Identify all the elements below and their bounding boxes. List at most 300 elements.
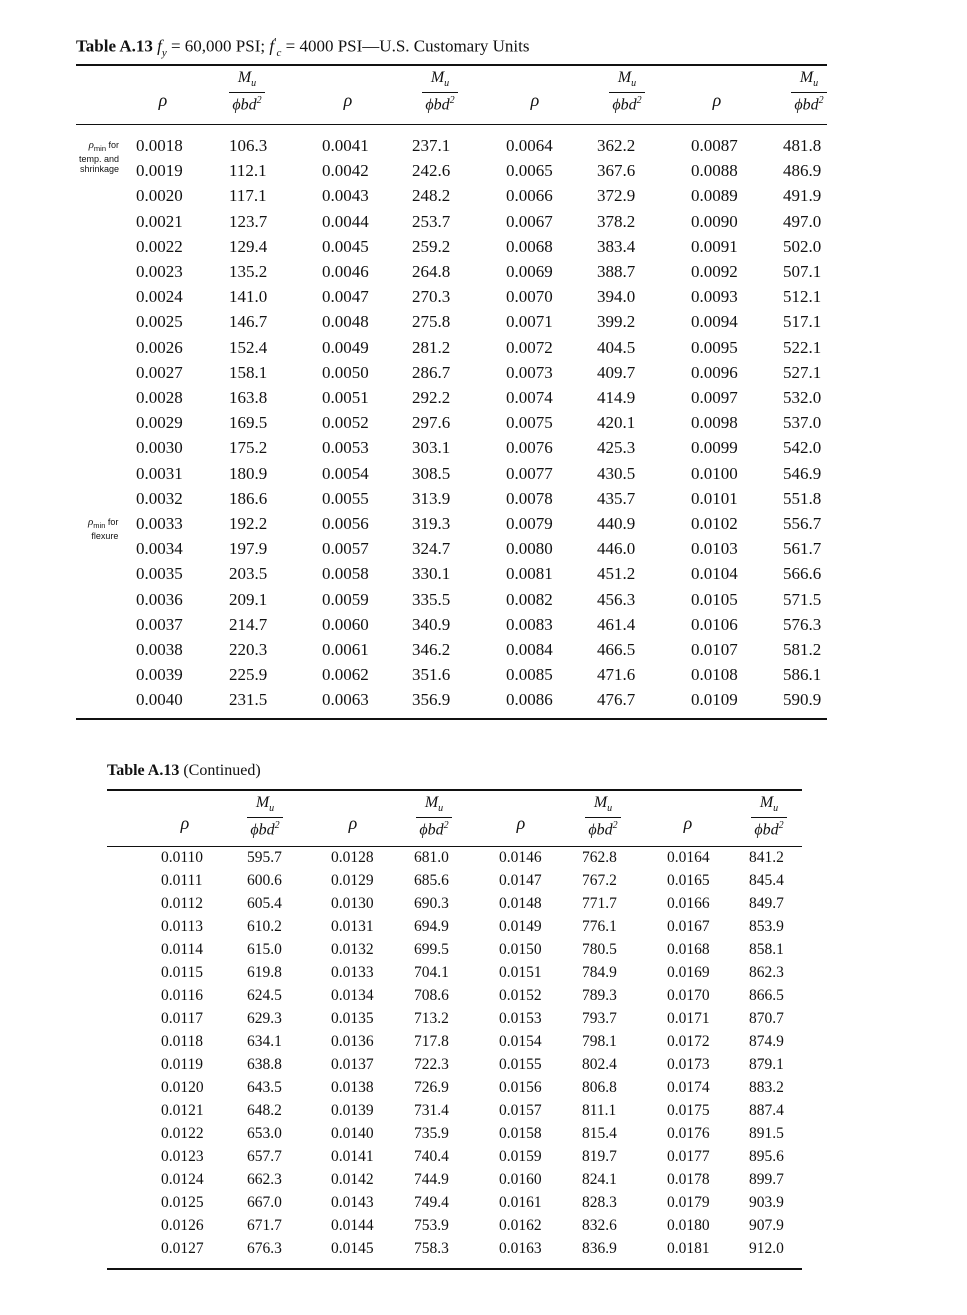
rho-value: 0.0121: [161, 1102, 204, 1119]
rho-value: 0.0144: [331, 1217, 374, 1234]
mu-ratio-value: 744.9: [414, 1171, 449, 1188]
rho-symbol: ρ: [158, 90, 168, 110]
fraction: $\frac{M_u}{\phi bd^2}$: [247, 795, 282, 839]
rho-value: 0.0085: [506, 665, 553, 685]
rho-value: 0.0024: [136, 287, 183, 307]
mu-ratio-value: 420.1: [597, 413, 636, 433]
rho-value: 0.0022: [136, 236, 183, 256]
rho-value: 0.0038: [136, 640, 183, 659]
header-rho: [123, 90, 203, 111]
fraction: $\frac{M_u}{\phi bd^2}$: [791, 70, 826, 114]
rho-value: 0.0175: [667, 1102, 710, 1119]
rho-value: 0.0066: [506, 186, 553, 206]
rho-value: 0.0025: [136, 312, 183, 332]
mu-ratio-value: 313.9: [412, 488, 451, 508]
rho-value: 0.0181: [667, 1240, 710, 1257]
rho-value: 0.0069: [506, 262, 553, 281]
rho-value: 0.0103: [691, 539, 738, 559]
rho-value: 0.0047: [322, 287, 369, 307]
header-mu-over-phi-bd2: [225, 795, 305, 840]
mu-ratio-value: 425.3: [597, 438, 636, 458]
rho-value: 0.0129: [331, 872, 374, 889]
mu-ratio-value: 841.2: [749, 849, 784, 866]
fraction: $\frac{M_u}{\phi bd^2}$: [751, 795, 786, 839]
table-top-rule: [107, 789, 802, 791]
rho-value: 0.0109: [691, 690, 738, 710]
mu-ratio-value: 335.5: [412, 589, 451, 609]
rho-value: 0.0138: [331, 1079, 374, 1096]
rho-value: 0.0111: [161, 872, 203, 889]
mu-ratio-value: 372.9: [597, 186, 636, 206]
mu-ratio-value: 330.1: [412, 564, 451, 584]
rho-value: 0.0107: [691, 640, 738, 659]
mu-ratio-value: 286.7: [412, 362, 451, 382]
rho-value: 0.0076: [506, 438, 553, 458]
rho-value: 0.0068: [506, 236, 553, 256]
rho-value: 0.0166: [667, 895, 710, 912]
rho-value: 0.0078: [506, 488, 553, 508]
rho-value: 0.0118: [161, 1033, 204, 1050]
mu-ratio-value: 383.4: [597, 236, 636, 256]
mu-ratio-value: 123.7: [229, 211, 268, 231]
mu-ratio-value: 828.3: [582, 1194, 617, 1211]
rho-value: 0.0042: [322, 161, 369, 181]
rho-value: 0.0159: [499, 1148, 542, 1165]
rho-value: 0.0113: [161, 918, 204, 935]
mu-ratio-value: 158.1: [229, 362, 268, 382]
rho-value: 0.0018: [136, 136, 183, 155]
rho-value: 0.0125: [161, 1194, 204, 1211]
mu-ratio-value: 866.5: [749, 987, 784, 1004]
rho-value: 0.0102: [691, 514, 738, 533]
rho-value: 0.0067: [506, 211, 553, 231]
rho-value: 0.0173: [667, 1056, 710, 1073]
mu-ratio-value: 308.5: [412, 463, 451, 483]
rho-value: 0.0112: [161, 895, 204, 912]
mu-ratio-value: 486.9: [783, 161, 822, 181]
mu-ratio-value: 512.1: [783, 287, 822, 307]
mu-ratio-value: 581.2: [783, 640, 822, 659]
rho-value: 0.0124: [161, 1171, 204, 1188]
rho-value: 0.0091: [691, 236, 738, 256]
mu-ratio-value: 685.6: [414, 872, 449, 889]
rho-value: 0.0054: [322, 463, 369, 483]
rho-value: 0.0050: [322, 362, 369, 382]
rho-value: 0.0131: [331, 918, 374, 935]
mu-ratio-value: 858.1: [749, 941, 784, 958]
mu-ratio-value: 771.7: [582, 895, 617, 912]
mu-ratio-value: 275.8: [412, 312, 451, 332]
mu-ratio-value: 853.9: [749, 918, 784, 935]
mu-ratio-value: 248.2: [412, 186, 451, 206]
rho-value: 0.0137: [331, 1056, 374, 1073]
mu-ratio-value: 731.4: [414, 1102, 449, 1119]
mu-ratio-value: 237.1: [412, 136, 451, 155]
rho-value: 0.0035: [136, 564, 183, 584]
mu-ratio-value: 378.2: [597, 211, 636, 231]
header-mu-over-phi-bd2: [587, 70, 667, 115]
rho-value: 0.0110: [161, 849, 204, 866]
rho-value: 0.0059: [322, 589, 369, 609]
rho-value: 0.0045: [322, 236, 369, 256]
mu-ratio-value: 832.6: [582, 1217, 617, 1234]
mu-ratio-value: 491.9: [783, 186, 822, 206]
rho-value: 0.0057: [322, 539, 369, 559]
rho-value: 0.0098: [691, 413, 738, 433]
rho-value: 0.0133: [331, 964, 374, 981]
mu-ratio-value: 106.3: [229, 136, 268, 155]
rho-value: 0.0037: [136, 614, 183, 634]
rho-value: 0.0119: [161, 1056, 204, 1073]
rho-value: 0.0160: [499, 1171, 542, 1188]
mu-ratio-value: 784.9: [582, 964, 617, 981]
rho-value: 0.0132: [331, 941, 374, 958]
mu-ratio-value: 561.7: [783, 539, 822, 559]
rho-value: 0.0168: [667, 941, 710, 958]
rho-value: 0.0072: [506, 337, 553, 357]
mu-ratio-value: 476.7: [597, 690, 636, 710]
mu-ratio-value: 722.3: [414, 1056, 449, 1073]
header-rho: [313, 813, 393, 834]
mu-ratio-value: 590.9: [783, 690, 822, 710]
rho-value: 0.0151: [499, 964, 542, 981]
rho-value: 0.0028: [136, 388, 183, 407]
rho-value: 0.0034: [136, 539, 183, 559]
fraction: $\frac{M_u}{\phi bd^2}$: [609, 70, 644, 114]
rho-value: 0.0130: [331, 895, 374, 912]
mu-ratio-value: 704.1: [414, 964, 449, 981]
mu-ratio-value: 180.9: [229, 463, 268, 483]
rho-value: 0.0143: [331, 1194, 374, 1211]
rho-value: 0.0049: [322, 337, 369, 357]
rho-value: 0.0179: [667, 1194, 710, 1211]
mu-ratio-value: 129.4: [229, 236, 268, 256]
mu-ratio-value: 811.1: [582, 1102, 617, 1119]
rho-value: 0.0019: [136, 161, 183, 181]
mu-ratio-value: 440.9: [597, 514, 636, 533]
mu-ratio-value: 713.2: [414, 1010, 449, 1027]
mu-ratio-value: 152.4: [229, 337, 268, 357]
rho-value: 0.0030: [136, 438, 183, 458]
rho-value: 0.0029: [136, 413, 183, 433]
rho-value: 0.0167: [667, 918, 710, 935]
mu-ratio-value: 537.0: [783, 413, 822, 433]
rho-value: 0.0150: [499, 941, 542, 958]
mu-ratio-value: 749.4: [414, 1194, 449, 1211]
mu-ratio-value: 169.5: [229, 413, 268, 433]
mu-ratio-value: 780.5: [582, 941, 617, 958]
rho-value: 0.0026: [136, 337, 183, 357]
rho-value: 0.0021: [136, 211, 183, 231]
mu-ratio-value: 891.5: [749, 1125, 784, 1142]
rho-value: 0.0097: [691, 388, 738, 407]
rho-value: 0.0134: [331, 987, 374, 1004]
rho-value: 0.0120: [161, 1079, 204, 1096]
rho-value: 0.0100: [691, 463, 738, 483]
rho-value: 0.0148: [499, 895, 542, 912]
rho-value: 0.0071: [506, 312, 553, 332]
mu-ratio-value: 595.7: [247, 849, 282, 866]
rho-value: 0.0031: [136, 463, 183, 483]
rho-value: 0.0139: [331, 1102, 374, 1119]
mu-ratio-value: 507.1: [783, 262, 822, 281]
note-rho-min-temp-shrinkage: $\rho_{min}$ for temp. and shrinkage: [79, 139, 120, 174]
fraction: $\frac{M_u}{\phi bd^2}$: [416, 795, 451, 839]
mu-ratio-value: 112.1: [229, 161, 267, 181]
mu-ratio-value: 303.1: [412, 438, 451, 458]
mu-ratio-value: 806.8: [582, 1079, 617, 1096]
mu-ratio-value: 895.6: [749, 1148, 784, 1165]
mu-ratio-value: 740.4: [414, 1148, 449, 1165]
mu-ratio-value: 638.8: [247, 1056, 282, 1073]
mu-ratio-value: 319.3: [412, 514, 451, 533]
rho-value: 0.0082: [506, 589, 553, 609]
rho-value: 0.0044: [322, 211, 369, 231]
rho-value: 0.0088: [691, 161, 738, 181]
rho-value: 0.0141: [331, 1148, 374, 1165]
rho-value: 0.0153: [499, 1010, 542, 1027]
rho-value: 0.0135: [331, 1010, 374, 1027]
mu-ratio-value: 629.3: [247, 1010, 282, 1027]
header-mu-over-phi-bd2: [769, 70, 849, 115]
rho-value: 0.0117: [161, 1010, 204, 1027]
mu-ratio-value: 242.6: [412, 161, 451, 181]
note-rho-min-flexure: $\rho_{min}$ for flexure: [88, 516, 119, 541]
table-top-rule: [76, 64, 827, 66]
mu-ratio-value: 887.4: [749, 1102, 784, 1119]
mu-ratio-value: 214.7: [229, 614, 268, 634]
rho-value: 0.0158: [499, 1125, 542, 1142]
mu-ratio-value: 571.5: [783, 589, 822, 609]
mu-ratio-value: 690.3: [414, 895, 449, 912]
mu-ratio-value: 209.1: [229, 589, 268, 609]
mu-ratio-value: 735.9: [414, 1125, 449, 1142]
rho-value: 0.0061: [322, 640, 369, 659]
header-rho: [677, 90, 757, 111]
rho-value: 0.0040: [136, 690, 183, 710]
mu-ratio-value: 456.3: [597, 589, 636, 609]
mu-ratio-value: 903.9: [749, 1194, 784, 1211]
rho-value: 0.0099: [691, 438, 738, 458]
rho-value: 0.0062: [322, 665, 369, 685]
rho-value: 0.0032: [136, 488, 183, 508]
mu-ratio-value: 753.9: [414, 1217, 449, 1234]
mu-ratio-value: 409.7: [597, 362, 636, 382]
mu-ratio-value: 367.6: [597, 161, 636, 181]
mu-ratio-value: 517.1: [783, 312, 822, 332]
mu-ratio-value: 527.1: [783, 362, 822, 382]
rho-value: 0.0164: [667, 849, 710, 866]
mu-ratio-value: 845.4: [749, 872, 784, 889]
mu-ratio-value: 870.7: [749, 1010, 784, 1027]
mu-ratio-value: 192.2: [229, 514, 268, 533]
header-mu-over-phi-bd2: [729, 795, 809, 840]
mu-ratio-value: 717.8: [414, 1033, 449, 1050]
rho-value: 0.0033: [136, 514, 183, 533]
header-rule: [107, 846, 802, 847]
rho-value: 0.0053: [322, 438, 369, 458]
rho-value: 0.0116: [161, 987, 204, 1004]
mu-ratio-value: 259.2: [412, 236, 451, 256]
rho-value: 0.0087: [691, 136, 738, 155]
rho-symbol: ρ: [516, 813, 526, 833]
rho-symbol: ρ: [348, 813, 358, 833]
mu-ratio-value: 624.5: [247, 987, 282, 1004]
fraction: $\frac{M_u}{\phi bd^2}$: [229, 70, 264, 114]
mu-ratio-value: 430.5: [597, 463, 636, 483]
mu-ratio-value: 522.1: [783, 337, 822, 357]
rho-symbol: ρ: [530, 90, 540, 110]
rho-value: 0.0086: [506, 690, 553, 710]
rho-value: 0.0163: [499, 1240, 542, 1257]
rho-value: 0.0122: [161, 1125, 204, 1142]
mu-ratio-value: 824.1: [582, 1171, 617, 1188]
table-bottom-rule: [107, 1268, 802, 1270]
rho-value: 0.0126: [161, 1217, 204, 1234]
rho-value: 0.0154: [499, 1033, 542, 1050]
rho-value: 0.0052: [322, 413, 369, 433]
mu-ratio-value: 351.6: [412, 665, 451, 685]
rho-value: 0.0095: [691, 337, 738, 357]
mu-ratio-value: 197.9: [229, 539, 268, 559]
mu-ratio-value: 281.2: [412, 337, 451, 357]
mu-ratio-value: 292.2: [412, 388, 451, 407]
rho-value: 0.0060: [322, 614, 369, 634]
rho-value: 0.0108: [691, 665, 738, 685]
mu-ratio-value: 789.3: [582, 987, 617, 1004]
rho-value: 0.0105: [691, 589, 738, 609]
mu-ratio-value: 388.7: [597, 262, 636, 281]
mu-ratio-value: 117.1: [229, 186, 267, 206]
reinforcement-ratio-table-continued: [107, 789, 802, 1270]
mu-ratio-value: 767.2: [582, 872, 617, 889]
rho-value: 0.0176: [667, 1125, 710, 1142]
fraction: $\frac{M_u}{\phi bd^2}$: [585, 795, 620, 839]
rho-value: 0.0055: [322, 488, 369, 508]
rho-value: 0.0074: [506, 388, 553, 407]
mu-ratio-value: 297.6: [412, 413, 451, 433]
mu-ratio-value: 576.3: [783, 614, 822, 634]
header-mu-over-phi-bd2: [207, 70, 287, 115]
header-rho: [495, 90, 575, 111]
rho-value: 0.0177: [667, 1148, 710, 1165]
rho-value: 0.0170: [667, 987, 710, 1004]
table-caption: Table A.13 $f_y = 60,000$ PSI; $f'_c = 4000$ PSI—U.S. Customary Units: [76, 36, 530, 60]
rho-value: 0.0043: [322, 186, 369, 206]
mu-ratio-value: 141.0: [229, 287, 268, 307]
rho-value: 0.0171: [667, 1010, 710, 1027]
rho-value: 0.0090: [691, 211, 738, 231]
mu-ratio-value: 776.1: [582, 918, 617, 935]
rho-value: 0.0096: [691, 362, 738, 382]
rho-value: 0.0080: [506, 539, 553, 559]
rho-value: 0.0073: [506, 362, 553, 382]
rho-value: 0.0165: [667, 872, 710, 889]
mu-ratio-value: 600.6: [247, 872, 282, 889]
mu-ratio-value: 793.7: [582, 1010, 617, 1027]
mu-ratio-value: 615.0: [247, 941, 282, 958]
table-bottom-rule: [76, 718, 827, 720]
rho-value: 0.0064: [506, 136, 553, 155]
rho-value: 0.0063: [322, 690, 369, 710]
mu-ratio-value: 542.0: [783, 438, 822, 458]
rho-value: 0.0058: [322, 564, 369, 584]
mu-ratio-value: 605.4: [247, 895, 282, 912]
mu-ratio-value: 264.8: [412, 262, 451, 281]
mu-ratio-value: 146.7: [229, 312, 268, 332]
rho-value: 0.0048: [322, 312, 369, 332]
rho-value: 0.0041: [322, 136, 369, 155]
rho-symbol: ρ: [343, 90, 353, 110]
rho-value: 0.0046: [322, 262, 369, 281]
mu-ratio-value: 551.8: [783, 488, 822, 508]
mu-ratio-value: 879.1: [749, 1056, 784, 1073]
header-rho: [648, 813, 728, 834]
mu-ratio-value: 762.8: [582, 849, 617, 866]
rho-value: 0.0020: [136, 186, 183, 206]
rho-value: 0.0036: [136, 589, 183, 609]
mu-ratio-value: 497.0: [783, 211, 822, 231]
rho-value: 0.0172: [667, 1033, 710, 1050]
mu-ratio-value: 899.7: [749, 1171, 784, 1188]
mu-ratio-value: 414.9: [597, 388, 636, 407]
mu-ratio-value: 346.2: [412, 640, 451, 659]
rho-value: 0.0174: [667, 1079, 710, 1096]
mu-ratio-value: 648.2: [247, 1102, 282, 1119]
rho-value: 0.0092: [691, 262, 738, 281]
mu-ratio-value: 135.2: [229, 262, 268, 281]
rho-value: 0.0152: [499, 987, 542, 1004]
mu-ratio-value: 566.6: [783, 564, 822, 584]
rho-value: 0.0155: [499, 1056, 542, 1073]
rho-value: 0.0083: [506, 614, 553, 634]
reinforcement-ratio-table: [76, 64, 827, 720]
mu-ratio-value: 253.7: [412, 211, 451, 231]
header-mu-over-phi-bd2: [394, 795, 474, 840]
rho-value: 0.0081: [506, 564, 553, 584]
mu-ratio-value: 532.0: [783, 388, 822, 407]
rho-value: 0.0146: [499, 849, 542, 866]
mu-ratio-value: 676.3: [247, 1240, 282, 1257]
table-caption-continued: Table A.13 (Continued): [107, 762, 261, 779]
mu-ratio-value: 435.7: [597, 488, 636, 508]
mu-ratio-value: 481.8: [783, 136, 822, 155]
rho-value: 0.0147: [499, 872, 542, 889]
header-rule: [76, 124, 827, 125]
mu-ratio-value: 324.7: [412, 539, 451, 559]
rho-value: 0.0128: [331, 849, 374, 866]
mu-ratio-value: 758.3: [414, 1240, 449, 1257]
mu-ratio-value: 907.9: [749, 1217, 784, 1234]
rho-value: 0.0056: [322, 514, 369, 533]
mu-ratio-value: 699.5: [414, 941, 449, 958]
rho-symbol: ρ: [712, 90, 722, 110]
mu-ratio-value: 798.1: [582, 1033, 617, 1050]
mu-ratio-value: 667.0: [247, 1194, 282, 1211]
mu-ratio-value: 643.5: [247, 1079, 282, 1096]
mu-ratio-value: 610.2: [247, 918, 282, 935]
mu-ratio-value: 836.9: [582, 1240, 617, 1257]
mu-ratio-value: 404.5: [597, 337, 636, 357]
rho-value: 0.0142: [331, 1171, 374, 1188]
rho-value: 0.0101: [691, 488, 738, 508]
rho-value: 0.0157: [499, 1102, 542, 1119]
rho-value: 0.0162: [499, 1217, 542, 1234]
mu-ratio-value: 461.4: [597, 614, 636, 634]
mu-ratio-value: 270.3: [412, 287, 451, 307]
rho-value: 0.0023: [136, 262, 183, 281]
header-rho: [481, 813, 561, 834]
